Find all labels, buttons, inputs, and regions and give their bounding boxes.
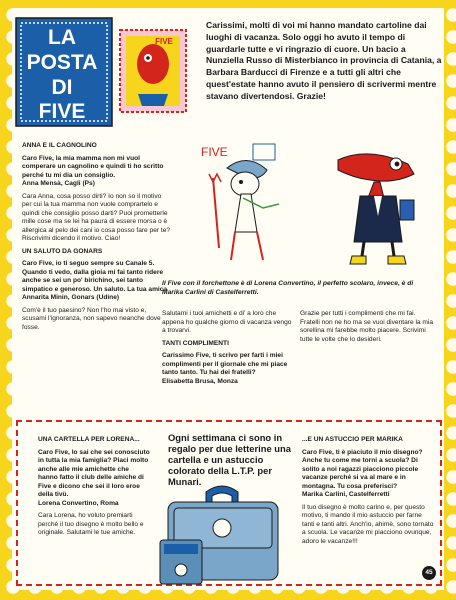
intro-text: Carissimi, molti di voi mi hanno mandato cartoline dai luoghi di vacanza. Solo oggi ho avuto il tempo di guardarle tutte e vi ringrazio di cuore. Un bacio a Nunziella Russo di Misterbianco in provincia di Catania, a Barbara Barducci di Firenze e a tutti gli altri che quest'estate hanno avuto il pensiero di scrivermi mentre stavano divertendosi. Grazie!: [206, 20, 442, 101]
logo-line-3: DI: [51, 76, 73, 99]
letter-signature: Annarita Minin, Gonars (Udine): [22, 294, 120, 301]
letter-title: UN SALUTO DA GONARS: [22, 247, 103, 255]
lorena-drawing: [183, 138, 301, 274]
letter-title: ...E UN ASTUCCIO PER MARIKA: [302, 436, 403, 443]
letter-reply: Il tuo disegno è molto carino e, per questo motivo, ti mando il mio astuccio per farne tanti e tanti altri. Anch'io, ahimè, sono tornato a scuola. Le vacanze mi piacciono ovunque, adoro le vacanze!!!: [302, 503, 434, 545]
letter-signature: Marika Carlini, Castelferretti: [302, 491, 390, 498]
posta-di-five-logo: [14, 14, 194, 130]
letter-body: Caro Five, io ti seguo sempre su Canale 5. Quando ti vedo, dalla gioia mi fai tanto ridere anche se sei un po' birichino, sei tanto simpatico e generoso. Un saluto. La tua amica Annarita Minin, Gonars (Udine): [22, 260, 168, 301]
letter-signature: Anna Mensà, Cagli (Ps): [22, 180, 95, 187]
middle-column: [162, 310, 294, 390]
drawing-text: FIVE: [201, 145, 228, 159]
letter-reply: Cara Lorena, ho voluto premiarti perché il tuo disegno è molto bello e originale. Salutami le tue amiche.: [38, 512, 144, 536]
letter-title: UNA CARTELLA PER LORENA...: [38, 436, 140, 443]
letter-title: ANNA E IL CAGNOLINO: [22, 142, 97, 149]
logo-line-1: LA: [48, 26, 76, 49]
marika-letter: [302, 436, 434, 550]
letter-reply: Grazie per tutti i complimenti che mi fai. Fratelli non ne ho ma se vuoi diventare la mia sorellina mi farebbe molto piacere. Scrivimi tutte le volte che lo desideri.: [300, 310, 434, 343]
letter-signature: Elisabetta Brusa, Monza: [162, 377, 238, 385]
letter-body: Caro Five, ti è piaciuto il mio disegno? Anche tu come me torni a scuola? Di solito a noi ragazzi piacciono piccole vacanze perché si va al mare e in montagna. Tu cosa preferisci? Marika Carlini, Castelferretti: [302, 448, 423, 498]
letter-signature: Lorena Convertino, Roma: [38, 499, 119, 507]
letter-title: TANTI COMPLIMENTI: [162, 339, 229, 347]
schoolbag-icon: [156, 482, 288, 586]
left-column: [22, 142, 172, 336]
letter-reply: Salutami i tuoi amichetti e di' a loro che appena ho qualche giorno di vacanza vengo a trovarvi.: [162, 310, 292, 334]
logo-line-4: FIVE: [38, 100, 86, 123]
letter-body: Carissimo Five, ti scrivo per farti i miei complimenti per il giornale che mi piace tanto tanto. Tu hai dei fratelli? Elisabetta Brusa, Monza: [162, 352, 288, 385]
letter-reply: Com'è il tuo paesino? Non l'ho mai visto e, scusami l'ignoranza, non sapevo neanche dove fosse.: [22, 306, 161, 331]
letter-reply: Cara Anna, cosa posso dirti? Io non so il motivo per cui la tua mamma non vuole comprartelo e quindi che consiglio posso darti? Puoi prometterle mille cose ma se lei ha paura di essere morsa o è allergica al pelo dei cani io cosa posso fare per te? Riscrivimi dicendo il motivo. Ciao!: [22, 192, 171, 242]
stamp-icon: [120, 30, 186, 112]
marika-drawing: [318, 138, 438, 274]
right-column: [300, 310, 436, 348]
stamp-text: FIVE: [155, 37, 173, 46]
prize-box: [16, 420, 442, 586]
page-number: 45: [422, 566, 436, 580]
drawing-caption: Il Five con il forchettone è di Lorena Convertino, il perfetto scolaro, invece, è di Marika Carlini di Castelferretti.: [162, 280, 414, 296]
letter-body: Caro Five, lo sai che sei conosciuto in tutta la mia famiglia? Piaci molto anche alle mie amichette che hanno fatto il club delle amiche di Five e dicono che sei il loro eroe della tivù. Lorena Convertino, Roma: [38, 448, 150, 507]
logo-line-2: POSTA: [26, 51, 98, 74]
lorena-letter: [38, 436, 150, 542]
prize-headline: Ogni settimana ci sono in regalo per due letterine una cartella e un astuccio colorato della L.T.P. per Munari.: [168, 432, 291, 487]
letter-body: Caro Five, la mia mamma non mi vuol comperare un cagnolino e quindi ti ho scritto perché tu mi dia un consiglio. Anna Mensà, Cagli (Ps): [22, 154, 164, 187]
